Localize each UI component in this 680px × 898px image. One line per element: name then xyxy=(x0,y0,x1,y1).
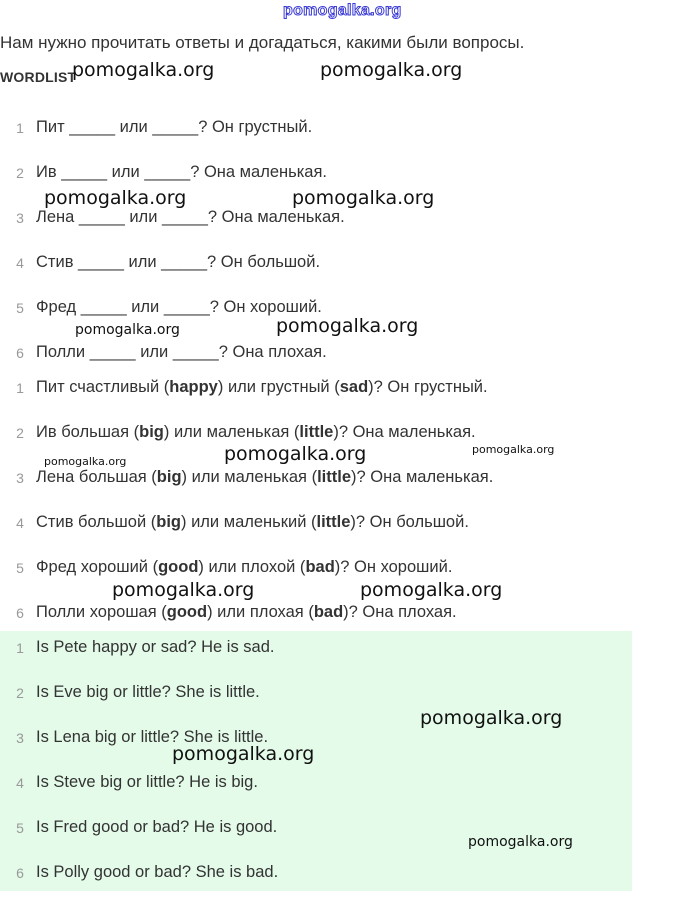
instruction-text: Нам нужно прочитать ответы и догадаться, какими были вопросы. xyxy=(0,33,525,52)
english-word: little xyxy=(299,423,334,441)
watermark: pomogalka.org xyxy=(112,579,255,601)
english-word: sad xyxy=(339,378,369,396)
item-text: Полли хорошая (good) или плохая (bad)? Она плохая. xyxy=(36,603,457,621)
item-text: Is Pete happy or sad? He is sad. xyxy=(36,638,275,656)
item-text: Is Polly good or bad? She is bad. xyxy=(36,863,279,881)
item-text: Полли _____ или _____? Она плохая. xyxy=(36,343,327,361)
list-item xyxy=(0,243,632,288)
english-word: little xyxy=(317,468,351,486)
english-word: big xyxy=(156,468,182,486)
item-number: 2 xyxy=(16,165,24,181)
watermark: pomogalka.org xyxy=(292,187,435,209)
english-answers-panel xyxy=(0,631,632,891)
watermark: pomogalka.org xyxy=(72,59,215,81)
item-number: 5 xyxy=(16,560,24,576)
wordlist-label: WORDLIST xyxy=(0,69,77,85)
item-number: 5 xyxy=(16,300,24,316)
item-number: 4 xyxy=(16,515,24,531)
item-text: Фред хороший (good) или плохой (bad)? Он хороший. xyxy=(36,558,453,576)
list-item xyxy=(0,503,632,548)
list-item xyxy=(0,108,632,153)
list-item xyxy=(0,763,632,808)
watermark: pomogalka.org xyxy=(360,579,503,601)
english-word: happy xyxy=(169,378,218,396)
english-word: little xyxy=(316,513,351,531)
watermark: pomogalka.org xyxy=(172,743,315,765)
list-item xyxy=(0,853,632,898)
item-text: Is Fred good or bad? He is good. xyxy=(36,818,278,836)
item-text: Is Lena big or little? She is little. xyxy=(36,728,269,746)
item-text: Стив большой (big) или маленький (little)? Он большой. xyxy=(36,513,469,531)
item-text: Лена большая (big) или маленькая (little)? Она маленькая. xyxy=(36,468,494,486)
watermark: pomogalka.org xyxy=(472,443,555,456)
item-number: 4 xyxy=(16,255,24,271)
item-number: 6 xyxy=(16,345,24,361)
item-number: 6 xyxy=(16,605,24,621)
item-number: 3 xyxy=(16,210,24,226)
english-word: good xyxy=(158,558,199,576)
item-text: Пит счастливый (happy) или грустный (sad)? Он грустный. xyxy=(36,378,488,396)
english-word: big xyxy=(156,513,181,531)
item-number: 3 xyxy=(16,730,24,746)
item-number: 2 xyxy=(16,685,24,701)
watermark: pomogalka.org xyxy=(276,315,419,337)
item-text: Ив большая (big) или маленькая (little)? Она маленькая. xyxy=(36,423,476,441)
list-item xyxy=(0,628,632,673)
item-number: 5 xyxy=(16,820,24,836)
site-header-logo[interactable]: pomogalka.org xyxy=(283,2,402,19)
item-number: 1 xyxy=(16,640,24,656)
watermark: pomogalka.org xyxy=(75,322,180,338)
english-word: good xyxy=(166,603,208,621)
watermark: pomogalka.org xyxy=(320,59,463,81)
item-text: Лена _____ или _____? Она маленькая. xyxy=(36,208,345,226)
item-number: 2 xyxy=(16,425,24,441)
item-number: 1 xyxy=(16,380,24,396)
watermark: pomogalka.org xyxy=(44,187,187,209)
item-text: Ив _____ или _____? Она маленькая. xyxy=(36,163,327,181)
item-text: Стив _____ или _____? Он большой. xyxy=(36,253,321,271)
english-word: bad xyxy=(313,603,344,621)
english-word: big xyxy=(139,423,164,441)
watermark: pomogalka.org xyxy=(420,707,563,729)
item-number: 3 xyxy=(16,470,24,486)
list-item xyxy=(0,548,632,593)
item-text: Пит _____ или _____? Он грустный. xyxy=(36,118,313,136)
watermark: pomogalka.org xyxy=(224,443,367,465)
watermark: pomogalka.org xyxy=(468,834,573,850)
english-word: bad xyxy=(305,558,335,576)
item-text: Is Steve big or little? He is big. xyxy=(36,773,258,791)
watermark: pomogalka.org xyxy=(44,455,127,468)
list-item xyxy=(0,368,632,413)
item-text: Is Eve big or little? She is little. xyxy=(36,683,260,701)
item-number: 6 xyxy=(16,865,24,881)
item-text: Фред _____ или _____? Он хороший. xyxy=(36,298,322,316)
item-number: 1 xyxy=(16,120,24,136)
item-number: 4 xyxy=(16,775,24,791)
